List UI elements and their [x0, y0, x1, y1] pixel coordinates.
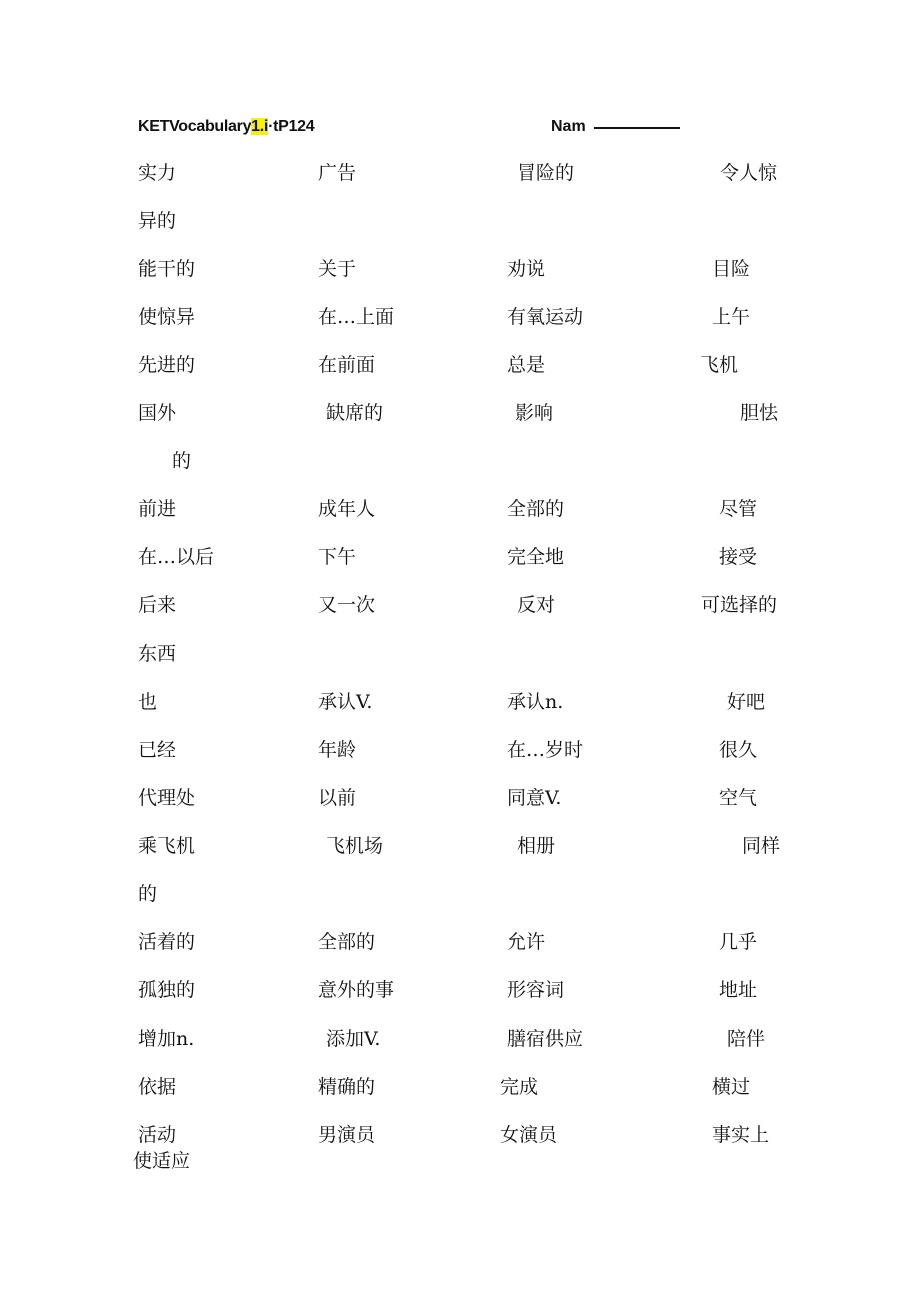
vocab-word: 先进的	[138, 354, 196, 376]
vocab-word: 劝说	[507, 258, 546, 280]
vocab-word: 很久	[719, 739, 758, 761]
vocab-word: 完全地	[507, 546, 565, 568]
vocab-word: 能干的	[138, 258, 196, 280]
vocab-word: 影响	[515, 402, 554, 424]
vocab-word: 在…上面	[318, 306, 395, 328]
vocab-word: 下午	[318, 546, 357, 568]
vocab-word: 横过	[712, 1076, 751, 1098]
vocab-word: 空气	[719, 787, 758, 809]
vocab-word: 在…以后	[138, 546, 215, 568]
vocab-word: 形容词	[507, 979, 565, 1001]
vocab-word: 有氧运动	[507, 306, 584, 328]
vocab-word: 同样	[742, 835, 781, 857]
vocab-word: 相册	[517, 835, 556, 857]
vocab-word: 地址	[719, 979, 758, 1001]
vocab-word: 几乎	[719, 931, 758, 953]
vocab-word: 可选择的	[701, 594, 778, 616]
title-pre: KETVocabulary	[138, 118, 252, 135]
vocab-word: 实力	[138, 162, 177, 184]
vocab-word: 同意V.	[507, 787, 562, 809]
vocab-word: 总是	[507, 354, 546, 376]
vocab-word: 东西	[138, 643, 177, 665]
vocab-word: 活动	[138, 1124, 177, 1146]
vocab-word: 飞机	[700, 354, 739, 376]
vocab-word: 上午	[712, 306, 751, 328]
name-label: Nam	[551, 118, 586, 135]
vocab-word: 也	[138, 691, 158, 713]
vocab-word: 承认n.	[507, 691, 564, 713]
name-blank-line[interactable]	[594, 127, 680, 129]
vocab-word: 好吧	[727, 691, 766, 713]
vocab-word: 依据	[138, 1076, 177, 1098]
vocab-word: 事实上	[712, 1124, 770, 1146]
vocab-word: 接受	[719, 546, 758, 568]
vocab-word: 关于	[318, 258, 357, 280]
vocab-word: 男演员	[318, 1124, 376, 1146]
vocab-word: 意外的事	[318, 979, 395, 1001]
vocab-word: 前进	[138, 498, 177, 520]
vocab-word: 异的	[138, 210, 177, 232]
vocab-word: 精确的	[318, 1076, 376, 1098]
vocab-word: 膳宿供应	[507, 1028, 584, 1050]
vocab-word: 增加n.	[138, 1028, 195, 1050]
vocab-word: 以前	[318, 787, 357, 809]
vocab-word: 冒险的	[517, 162, 575, 184]
vocab-word: 在…岁时	[507, 739, 584, 761]
vocab-word: 承认V.	[318, 691, 373, 713]
vocab-word: 使适应	[133, 1150, 191, 1172]
vocab-word: 尽管	[719, 498, 758, 520]
vocab-word: 年龄	[318, 739, 357, 761]
vocab-word: 的	[172, 450, 192, 472]
vocab-word: 缺席的	[326, 402, 384, 424]
vocab-word: 代理处	[138, 787, 196, 809]
vocab-word: 飞机场	[326, 835, 384, 857]
title-post: ·tP124	[268, 118, 315, 135]
vocab-word: 的	[138, 883, 158, 905]
vocab-word: 完成	[500, 1076, 539, 1098]
title-highlight: 1.i	[251, 118, 269, 135]
vocab-word: 活着的	[138, 931, 196, 953]
vocab-word: 女演员	[500, 1124, 558, 1146]
vocab-word: 又一次	[318, 594, 376, 616]
vocab-word: 反对	[517, 594, 556, 616]
vocab-word: 全部的	[318, 931, 376, 953]
vocab-word: 陪伴	[727, 1028, 766, 1050]
vocab-word: 已经	[138, 739, 177, 761]
vocab-word: 全部的	[507, 498, 565, 520]
vocab-word: 国外	[138, 402, 177, 424]
vocab-word: 使惊异	[138, 306, 196, 328]
vocab-word: 允许	[507, 931, 546, 953]
vocab-word: 目险	[712, 258, 751, 280]
worksheet-title	[138, 118, 314, 136]
vocab-word: 在前面	[318, 354, 376, 376]
vocab-word: 广告	[318, 162, 357, 184]
name-field	[551, 118, 680, 136]
vocab-word: 令人惊	[720, 162, 778, 184]
vocab-word: 乘飞机	[138, 835, 196, 857]
vocab-word: 添加V.	[326, 1028, 381, 1050]
vocab-word: 后来	[138, 594, 177, 616]
vocab-word: 成年人	[318, 498, 376, 520]
vocab-word: 孤独的	[138, 979, 196, 1001]
vocab-word: 胆怯	[740, 402, 779, 424]
